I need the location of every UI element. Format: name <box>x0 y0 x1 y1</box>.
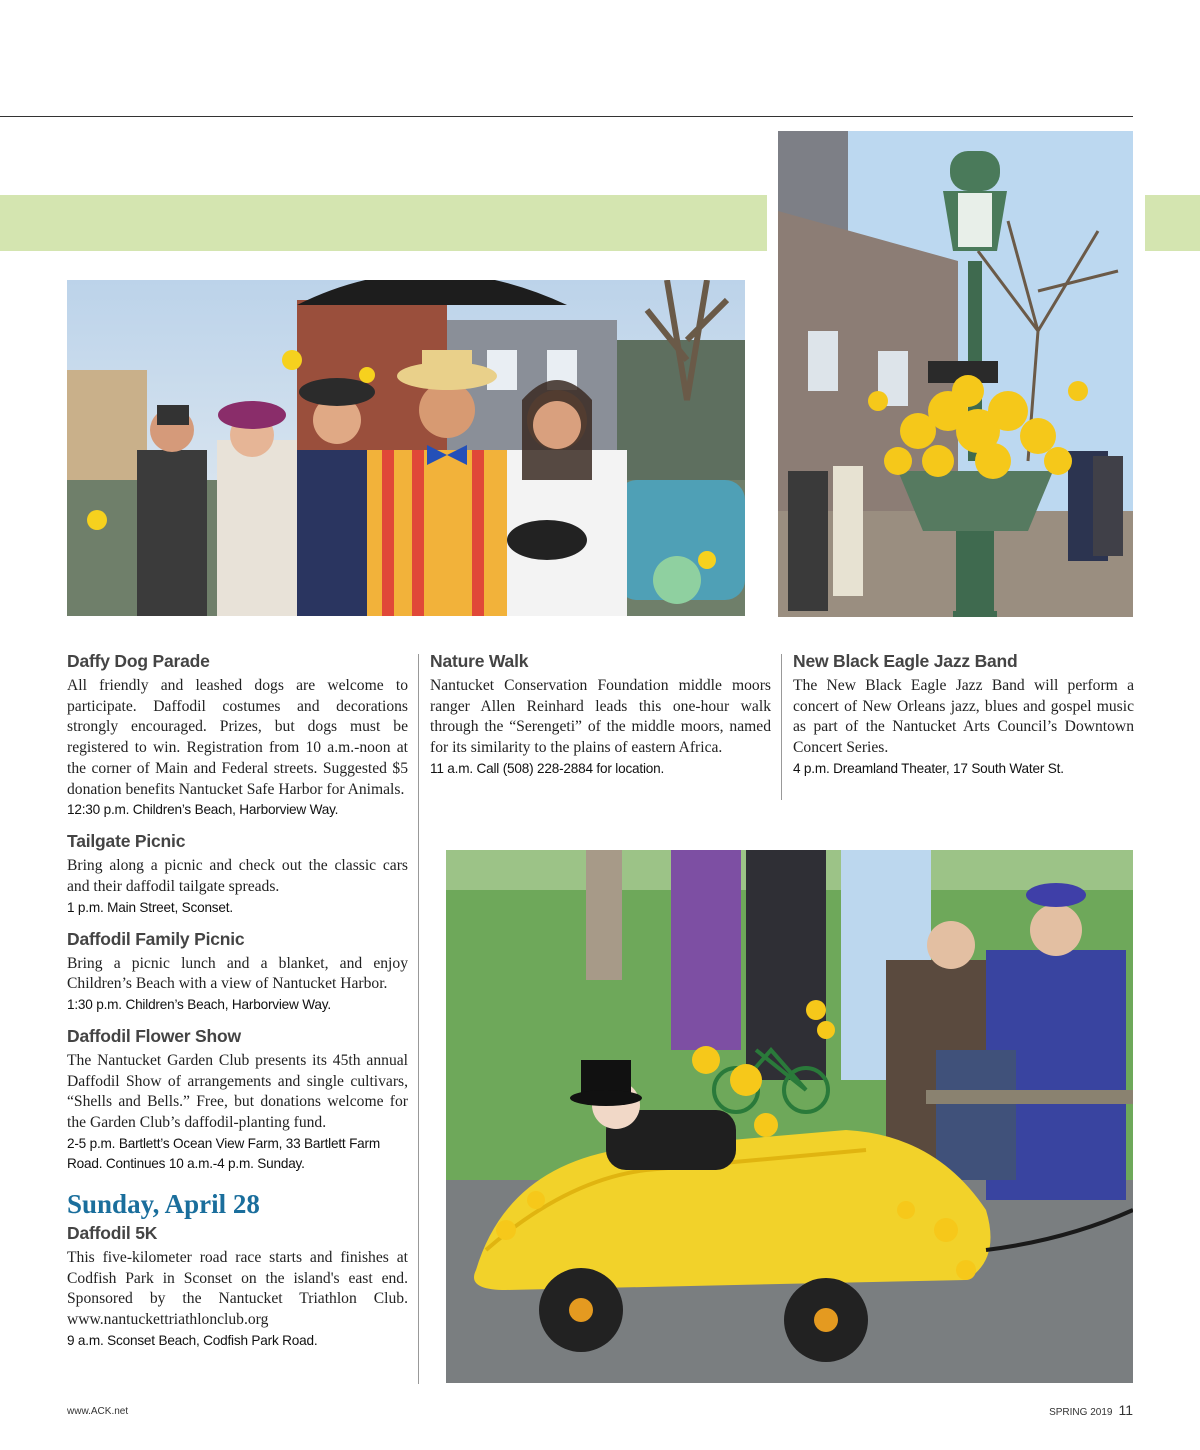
event-item <box>430 650 771 779</box>
section-banner-bar <box>0 195 767 251</box>
event-time-location: 12:30 p.m. Children’s Beach, Harborview Way. <box>67 802 339 818</box>
day-heading: Sunday, April 28 <box>67 1188 260 1219</box>
events-column-left <box>67 650 408 1361</box>
events-column-middle <box>430 650 771 789</box>
costumed-group-photo <box>67 280 745 616</box>
daffodil-car-photo <box>446 850 1133 1383</box>
event-title: New Black Eagle Jazz Band <box>793 651 1018 671</box>
event-title: Daffy Dog Parade <box>67 651 210 671</box>
event-item <box>793 650 1134 779</box>
event-item <box>67 1025 408 1174</box>
event-title: Daffodil 5K <box>67 1222 158 1243</box>
event-description: Bring a picnic lunch and a blanket, and enjoy Children’s Beach with a view of Nantucket Harbor. <box>67 954 408 993</box>
event-title: Tailgate Picnic <box>67 831 186 852</box>
event-item <box>67 1222 408 1351</box>
event-time-location: 1:30 p.m. Children’s Beach, Harborview Way. <box>67 997 331 1013</box>
event-description: The Nantucket Garden Club presents its 45th annual Daffodil Show of arrangements and single cultivars, “Shells and Bells.” Free, but donations welcome for the Garden Club’s daffodil-planting fund. <box>67 1052 408 1132</box>
footer-issue: SPRING 2019 <box>1049 1407 1113 1418</box>
event-description: Nantucket Conservation Foundation middle moors ranger Allen Reinhard leads this one-hour walk through the “Serengeti” of the middle moors, named for its similarity to the plains of eastern Africa. <box>430 677 771 757</box>
event-time-location: 9 a.m. Sconset Beach, Codfish Park Road. <box>67 1332 318 1348</box>
footer-issue-page <box>1049 1402 1133 1418</box>
event-time-location: 4 p.m. Dreamland Theater, 17 South Water St. <box>793 760 1064 776</box>
event-description: This five-kilometer road race starts and finishes at Codfish Park in Sconset on the island's east end. Sponsored by the Nantucket Triathlon Club. www.nantuckettriathlonclub.org <box>67 1248 408 1328</box>
event-item <box>67 830 408 917</box>
event-time-location: 2-5 p.m. Bartlett’s Ocean View Farm, 33 Bartlett Farm Road. Continues 10 a.m.-4 p.m. Sunday. <box>67 1135 380 1171</box>
event-time-location: 1 p.m. Main Street, Sconset. <box>67 899 233 915</box>
top-rule <box>0 116 1133 117</box>
event-item <box>67 650 408 820</box>
page-number: 11 <box>1118 1402 1133 1418</box>
event-description: The New Black Eagle Jazz Band will perform a concert of New Orleans jazz, blues and gospel music as part of the Nantucket Arts Council’s Downtown Concert Series. <box>793 677 1134 757</box>
daffodil-lamppost-photo <box>778 131 1133 617</box>
column-divider <box>781 654 782 800</box>
event-description: All friendly and leashed dogs are welcome to participate. Daffodil costumes and decorations strongly encouraged. Prizes, but dogs must be registered to win. Registration from 10 a.m.-noon at the corner of Main and Federal streets. Suggested $5 donation benefits Nantucket Safe Harbor for Animals. <box>67 677 408 798</box>
section-banner-tab <box>1145 195 1200 251</box>
events-column-right <box>793 650 1134 789</box>
event-title: Nature Walk <box>430 651 529 671</box>
event-time-location: 11 a.m. Call (508) 228-2884 for location. <box>430 760 665 776</box>
event-title: Daffodil Flower Show <box>67 1026 241 1047</box>
footer-website: www.ACK.net <box>67 1406 129 1417</box>
event-title: Daffodil Family Picnic <box>67 928 245 949</box>
event-item <box>67 928 408 1015</box>
event-description: Bring along a picnic and check out the classic cars and their daffodil tailgate spreads. <box>67 857 408 895</box>
column-divider <box>418 654 419 1384</box>
